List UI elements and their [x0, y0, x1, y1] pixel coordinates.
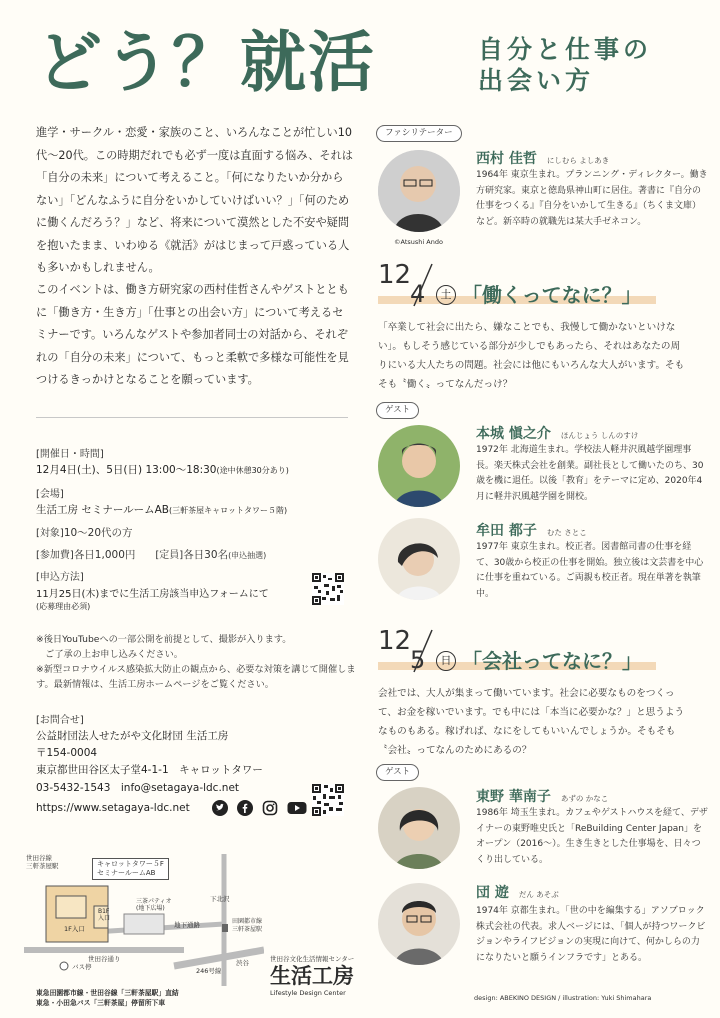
day1-description: 「卒業して社会に出たら、嫌なことでも、我慢して働かないといけない」。もしそう感じている部分が少しでもあったら、それはあなたの周りにいる大人たちの問題。社会には他にもいろんな大人がいます。そもそも〝働く〟ってなんだっけ？: [378, 322, 685, 390]
contact-heading: [お問合せ]: [36, 715, 84, 726]
venue-text: 生活工房 セミナールームAB: [36, 504, 170, 516]
guest-name-honjo: [476, 423, 638, 443]
day2-guest-tag: ゲスト: [376, 764, 419, 781]
guest-name-dan: [476, 882, 559, 902]
youtube-icon[interactable]: [287, 800, 307, 816]
day1-guest-tag: ゲスト: [376, 402, 419, 419]
guest-name-muta: [476, 520, 587, 540]
subtitle-line-1: 自分と仕事の: [478, 35, 653, 64]
day2-date: [378, 626, 411, 656]
note-youtube-line2: ご了承の上お申し込みください。: [36, 649, 183, 660]
logo-name: 生活工房: [270, 964, 354, 988]
day1-date: [378, 260, 411, 290]
divider: [36, 417, 348, 418]
guest-kana-muta: むた さとこ: [546, 528, 587, 537]
page-title: どう？就活: [36, 24, 376, 101]
capacity-value: 各日30名: [183, 549, 229, 561]
guest-name-honjo-text: 本城 愼之介: [476, 426, 551, 442]
day1-weekday: 土: [436, 285, 456, 305]
contact-zip: 〒154-0004: [36, 747, 98, 759]
contact-address: 東京都世田谷区太子堂4-1-1 キャロットタワー: [36, 764, 263, 776]
map-label-shibuya: 渋谷: [236, 959, 249, 967]
facilitator-name-text: 西村 佳哲: [476, 151, 537, 167]
facebook-icon[interactable]: [237, 800, 253, 816]
map-label-shimokitazawa: 下北沢: [210, 895, 230, 903]
facilitator-kana: にしむら よしあき: [546, 156, 610, 165]
facilitator-photo: [378, 150, 460, 232]
guest-kana-azuno: あずの かなこ: [560, 794, 609, 803]
day2-day: 5: [410, 646, 426, 674]
datetime-text: 12月4日(土)、5日(日) 13:00〜18:30: [36, 464, 217, 476]
qr-code-apply[interactable]: [312, 573, 344, 605]
qr-code-website[interactable]: [312, 784, 344, 816]
contact-phone-email: [36, 780, 239, 795]
contact-org: 公益財団法人せたがや文化財団 生活工房: [36, 730, 229, 742]
guest-photo-muta: [378, 518, 460, 600]
guest-photo-honjo: [378, 425, 460, 507]
access-text: 東急田園都市線・世田谷線「三軒茶屋駅」直結 東急・小田急バス「三軒茶屋」停留所下車: [36, 989, 179, 1007]
map-label-setagaya-station: 世田谷線 三軒茶屋駅: [26, 854, 59, 870]
capacity-heading: [定員]: [155, 550, 184, 561]
apply-value: 11月25日(木)までに生活工房該当申込フォームにて: [36, 589, 269, 600]
intro-paragraph-1: 進学・サークル・恋愛・家族のこと、いろんなことが忙しい10代〜20代。この時期だれでも必ず一度は直面する悩み、それは「自分の未来」について考えること。「何になりたいか分からない」「どんなふうに自分をいかしていけばいい？」「何のために働くんだろう？」など、将来について漠然とした不安や疑問を抱いたまま、いわゆる《就活》がはじまって戸惑っている人も多いかもしれません。: [36, 126, 353, 274]
note-youtube-line1: ※後日YouTubeへの一部公開を前提として、撮影が入ります。: [36, 634, 292, 645]
intro-paragraph-2: このイベントは、働き方研究家の西村佳哲さんやゲストとともに「働き方・生き方」「仕事との出会い方」について考えるセミナーです。いろんなゲストや参加者同士の対話から、それぞれの「自分の未来」について、もっと柔軟で多様な可能性を見つけるきっかけとなることを願っています。: [36, 283, 349, 386]
guest-name-muta-text: 牟田 都子: [476, 523, 537, 539]
twitter-icon[interactable]: [212, 800, 228, 816]
guest-photo-azuno: [378, 787, 460, 869]
access-map: [24, 854, 264, 986]
map-label-underpass: 地下通路: [174, 921, 200, 929]
organization-logo: [270, 954, 354, 997]
target-value: 10〜20代の方: [63, 527, 133, 539]
design-credit: design: ABEKINO DESIGN / illustration: Yuki Shimahara: [474, 994, 652, 1002]
day2-month: 12: [378, 626, 412, 656]
fee-row: [36, 546, 266, 562]
apply-heading: [申込方法]: [36, 572, 84, 583]
guest-name-azuno-text: 東野 華南子: [476, 789, 551, 805]
day1-month: 12: [378, 260, 412, 290]
day2-topic: 「会社ってなに？」: [462, 649, 642, 673]
guest-bio-muta: 1977年 東京生まれ。校正者。図書館司書の仕事を経て、30歳から校正の仕事を開始。独立後は文芸書を中心に仕事を重ねている。ご両親も校正者。現在単著を執筆中。: [476, 542, 704, 599]
datetime-value: [36, 462, 289, 477]
map-label-tower: キャロットタワー５F セミナールームAB: [92, 858, 169, 880]
target-heading-text: [対象]: [36, 528, 64, 539]
venue-heading: [会場]: [36, 489, 64, 500]
guest-photo-dan: [378, 883, 460, 965]
photo-credit: ©Atsushi Ando: [394, 238, 443, 246]
social-icons: [212, 800, 307, 816]
logo-top-text: 世田谷文化生活情報センター: [270, 955, 355, 963]
datetime-note: (途中休憩30分あり): [216, 466, 289, 475]
facilitator-tag: ファシリテーター: [376, 125, 462, 142]
guest-bio-dan: 1974年 京都生まれ。「世の中を編集する」アソブロック株式会社の代表。求人ベージには、「個人が持つワークビジョンやライフビジョンの実現に向けて、何かしらの力になりたいと願うインフラです」とある。: [476, 906, 706, 963]
day1-day: 4: [410, 280, 426, 308]
instagram-icon[interactable]: [262, 800, 278, 816]
guest-name-dan-text: 団 遊: [476, 885, 509, 901]
map-label-bus-stop: バス停: [72, 963, 92, 971]
fee-value: 各日1,000円: [73, 549, 136, 561]
target-heading: [36, 524, 133, 540]
facilitator-bio: 1964年 東京生まれ。プランニング・ディレクター。働き方研究家。東京と徳島県神山町に居住。著書に『自分の仕事をつくる』『自分をいかして生きる』（ちくま文庫）など。新卒時の就職先は某大手ゼネコン。: [476, 170, 708, 227]
guest-bio-azuno: 1986年 埼玉生まれ。カフェやゲストハウスを経て、デザイナーの東野唯史氏と「ReBuilding Center Japan」をオープン（2016〜）。生き生きとした仕事場を、日々つくり出している。: [476, 808, 708, 865]
datetime-heading: [開催日・時間]: [36, 449, 104, 460]
note-covid: ※新型コロナウイルス感染拡大防止の観点から、必要な対策を講じて開催します。最新情報は、生活工房ホームページをご覧ください。: [36, 664, 356, 690]
map-label-b1f: B1F 入口: [98, 908, 111, 922]
guest-kana-dan: だん あそぶ: [518, 890, 559, 899]
contact-email[interactable]: info@setagaya-ldc.net: [120, 782, 240, 794]
subtitle-line-2: 出会い方: [478, 66, 595, 95]
venue-note: (三軒茶屋キャロットタワー５階): [169, 506, 288, 515]
apply-note: (応募理由必須): [36, 602, 91, 611]
facilitator-name: [476, 148, 609, 168]
day2-weekday: 日: [436, 651, 456, 671]
fee-heading: [参加費]: [36, 550, 74, 561]
map-label-route246: 246号線: [196, 967, 222, 975]
contact-phone[interactable]: 03-5432-1543: [36, 782, 111, 794]
map-label-patio: 三茶パティオ (地下広場): [136, 898, 172, 912]
guest-bio-honjo: 1972年 北海道生まれ。学校法人軽井沢風越学園理事長。楽天株式会社を創業。副社長として働いたのち、30歳を機に退任。以後「教育」をテーマに定め、2020年4月に軽井沢風越学園を開校。: [476, 445, 704, 502]
map-label-den-en-station: 田園都市線 三軒茶屋駅: [232, 918, 263, 933]
venue-value: [36, 502, 287, 517]
map-label-entrance: 1F入口: [64, 925, 85, 933]
day2-description: 会社では、大人が集まって働いています。社会に必要なものをつくって、お金を稼いでいます。でも中には「本当に必要かな？」と思うようなものもある。稼げれば、なにをしてもいいんでしょうか。そもそも〝会社〟ってなんのためにあるの？: [378, 688, 685, 756]
page-subtitle: [478, 34, 652, 96]
guest-kana-honjo: ほんじょう しんのすけ: [560, 431, 639, 440]
day1-topic: 「働くってなに？」: [462, 283, 642, 307]
guest-name-azuno: [476, 786, 608, 806]
capacity-note: (申込抽選): [228, 551, 267, 560]
website-link[interactable]: https://www.setagaya-ldc.net: [36, 802, 190, 814]
note-youtube: [36, 632, 356, 662]
map-label-setagaya-dori: 世田谷通り: [88, 955, 121, 963]
logo-english: Lifestyle Design Center: [270, 989, 346, 997]
